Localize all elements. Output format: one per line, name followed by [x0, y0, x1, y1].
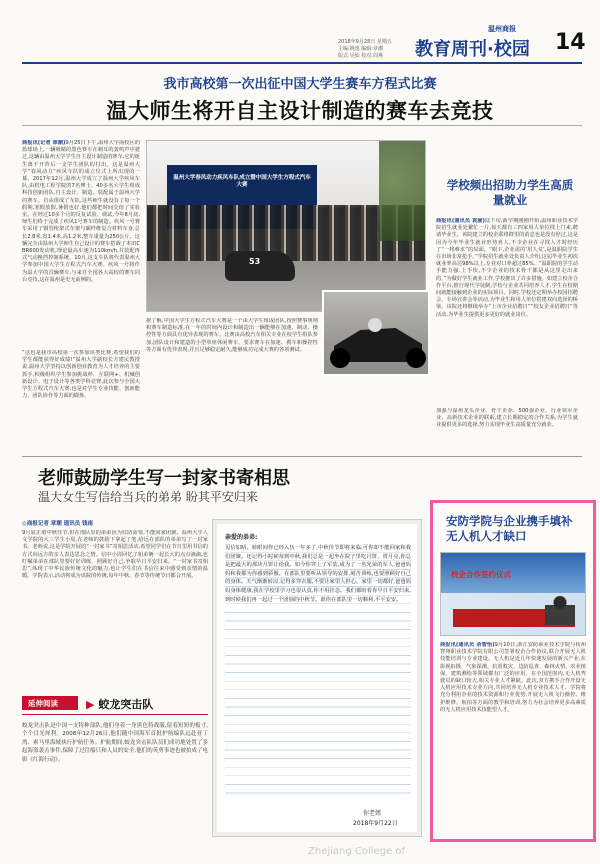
article1-headline: 温大师生将开自主设计制造的赛车去竞技	[106, 99, 494, 123]
article4-body: 蛟龙突击队是中国一支特种部队,他们身着一身黑色特战服,留着短短的板寸,个个目光犀利。2008年12月26日,他们随中国海军首批护航编队远赴亚丁湾、索马里海域执行护航任务。护航期间,蛟龙突击队队员们成功地处置了多起海盗袭击事件,保障了过往船只和人员的安全,他们的英勇事迹也被拍成了电影《红海行动》。	[22, 723, 208, 763]
article2-body	[436, 218, 578, 404]
page-number: 14	[555, 30, 586, 55]
photo-car-number: 53	[249, 257, 261, 266]
article2-body2: 加强与温州龙头企业、骨干企业、500强企业、行业领军企业、高新技术企业的联系,建立长期稳定的合作关系,为学生就业提供更多的选择,努力实现毕业生高质量充分就业。	[436, 408, 578, 429]
letter-sign: 你老姐	[363, 810, 382, 817]
article3-subhead: 温大女生写信给当兵的弟弟 盼其平安归来	[38, 490, 258, 504]
article4-headline-row	[86, 696, 153, 712]
car-wheel-left	[330, 348, 350, 368]
section-title: 教育周刊·校园	[415, 39, 530, 60]
article2-headline: 学校频出招助力学生高质量就业	[446, 178, 574, 207]
ceremony-people	[545, 595, 575, 625]
article1-kicker: 我市高校第一次出征中国大学生赛车方程式比赛	[163, 77, 437, 92]
family-letter	[212, 519, 422, 837]
masthead	[0, 0, 600, 62]
article1-col1-text: 9月25日下午,温州大学南校区的篮球场上,一辆吸睛的黑色赛车在刺耳的轰鸣声中驶过,这辆由温州大学学生自主设计制造的赛车,它的诞生离不开背后一支学生团队的付出。这是温州大学“春风动力”疾风车队的成立仪式上所出现的一幕。2017年12月,温州大学成立了温州大学疾风车队,由机电工程学院的7名博士、40多名大学生组成科技创新团队,自主设计、制造、装配属于温州大学的赛车。自从组成了车队,这些师生就没有了每一个假期,寒假放假,暑假也好,他们都把时间交给了实验室。在经过10多个月的反复试验、调试,今年8月底,师生们终于完成了疾风1号赛车的制造。疾风一号赛车采用了钢管桁架式车架与碳纤维复合材料车身,总长2.8米,宽1.4米,高1.2米,整车重量为250公斤。这辆完全由温州大学师生自己设计的赛车搭载了本田CBR600发动机,理论最高车速为110km/h,并装配再式气动换挡控制系统。10月,这支车队将代表温州大学参加中国大学生方程式汽车大赛。疾风一号将作为温大学的首辆赛车,与来自全国各大高校的赛车同台竞技,这在温州是史无前例的。	[22, 140, 140, 283]
article5-body	[440, 642, 586, 836]
byline-marker-icon: ◎	[22, 521, 27, 527]
car-wheel-right	[406, 348, 426, 368]
article1-byline: 商报讯(记者 章潮)	[22, 140, 66, 146]
article3-body: 9月底正值中秋佳节,但在部队里的弟弟因为驻防需要,不能回家团聚。温州大学人文学院的大三学生小周,在老师的鼓励下拿起了笔,给远在部队的弟弟写了一封家书。老师说,这是学院开展的“一封家书”寄相思活动,希望同学们在节日里用书信的方式向远方的亲人表达思念之情。信中小周回忆了姐弟俩一起长大的点点滴滴,也叮嘱弟弟在部队里要好好训练、照顾好自己,争取早日平安归来。“一封家书寄相思”,体现了中华民族传统文化的魅力,也让学生们在书信往来中感受到亲情的温暖。学院表示,活动将成为该院的传统,每年中秋、春节等传统节日都会开展。	[22, 530, 208, 580]
article4-headline: 蛟龙突击队	[98, 698, 154, 711]
photo-banner-text: 温州大学春风动力疾风车队成立暨中国大学生方程式汽车大赛	[173, 175, 311, 188]
article3-byline-row	[22, 519, 212, 527]
letter-date: 2018年9月22日	[353, 820, 398, 827]
race-team-photo	[146, 140, 426, 312]
article3-headline: 老师鼓励学生写一封家书寄相思	[38, 468, 290, 489]
masthead-rule	[22, 62, 582, 64]
photo-race-car	[225, 251, 295, 281]
divider	[22, 125, 582, 126]
driver-helmet	[368, 318, 382, 332]
triangle-icon: ▶	[86, 698, 95, 711]
article1-col1b: “这也是我市高校第一次参加该类比赛,希望我们的学生都能获得好成绩!”温州大学副校长方建民教授说,温州大学坚持以创新创业教育为人才培养的主要抓手,积极组织学生参加挑战杯、互联网+、机械创新设计、电子设计等各类学科竞赛,此次参与全国大学生方程式汽车大赛,也是对学生专业技能、创新能力、团队协作等方面的锻炼。	[22, 350, 140, 400]
article2-body-text: 陆下旬,新学期刚刚开始,温州职业技术学院招生就业处繁忙一片,每天都有三四家用人单位找上门来,聘请毕业生。该院建立的校企联络群里的消息也是没有停过,这是因为今年毕业生就业形势喜人,不少企业在寻找人才时经历了“一将难求”的局面。“眼下,企业需的‘用人荒’,是温职院学生在市场非常抢手。”学院招生就业处负责人介绍,这届毕业生初次就业率高达98%以上,专业对口率超过85%。“温职院的学生动手能力强,上手快,不少企业的技术骨干都是从这里走出来的。”为做好学生就业工作,学校推出了许多措施。如建立校企合作平台,推行现代学徒制,学校与企业共同培养人才,学生在校期间就能接触到企业的实际项目。同时,学校还定期举办校园招聘会、专场宣讲会等活动,为毕业生和用人单位搭建双向选择的桥梁。该院还将继续举办“上市企业招聘日”“校友企业招聘日”等活动,为毕业生提供更多更好的就业岗位。	[436, 218, 578, 318]
divider	[22, 456, 582, 457]
article3-byline: 商报记者 章潮 通讯员 钱南	[26, 521, 94, 527]
race-car-photo	[322, 290, 430, 376]
layout-line: 版式:吴仙 校对:周燕	[338, 53, 383, 59]
letter-salutation: 亲爱的弟弟:	[225, 534, 258, 541]
article5-headline: 安防学院与企业携手填补无人机人才缺口	[446, 514, 573, 543]
editor-line: 主编:姚逸 编辑:章潮	[338, 46, 383, 52]
article1-col1	[22, 140, 140, 346]
article5-byline: 商报讯(通讯员 余智怡)	[440, 642, 495, 648]
college-watermark: Zhejiang College of	[308, 846, 406, 857]
article2-byline: 商报讯(通讯员 袁渝)	[436, 218, 485, 224]
letter-body: 见信如晤。转眼间你已经入伍一年多了,中秋佳节即将来临,可你却不能回家和我们团聚。还记得小时候每到中秋,我们总是一起坐在院子里吃月饼、赏月亮,你总是把最大的那块月饼让给我。如今你穿上了军装,成为了一名光荣的军人,爸爸妈妈和我都为你感到骄傲。在部队里要听从领导的安排,刻苦训练,也要照顾好自己的身体。天气渐渐转凉,记得多穿衣服,不要让家里人担心。家里一切都好,爸爸妈妈身体健康,我在学校里学习也很认真,你不用挂念。我们都盼着你早日平安归来,到时候我们再一起过一个团圆的中秋节。愿你在部队里一切顺利,平平安安。	[225, 544, 411, 794]
extended-reading-label: 延伸阅读	[28, 699, 58, 708]
divider	[22, 714, 208, 715]
article1-col2b: 据了解,中国大学生方程式汽车大赛是一个由大学生组成团队,按照赛事规则和赛车制造标准,在一年的时间内设计和制造出一辆能够在加速、制动、操控性等方面具有优异表现的赛车。比赛由高校汽车相关专业在校学生组队参加,团队设计和建造的小型单座休闲赛车。要求赛车在加速、刹车和操控性等方面有优异表现,并且足够稳定耐久,能够成功完成大赛的各项测试。	[146, 318, 318, 353]
signing-ceremony-photo	[440, 552, 586, 636]
photo-tree	[379, 141, 426, 241]
extended-reading-tag	[22, 696, 78, 710]
article5-body-text: 9月10日,浙江安防职业技术学院与杭州智翔职业技术学院有限公司签署校企合作协议,联合开展无人机技能培训与专业建设。无人机是近几年快速发展的新兴产业,在影视拍摄、气象探测、抗震救灾、边防巡查、森林火情、农业植保、建筑测绘等领域都有广泛的应用。在全国范围内,无人机驾驶员的缺口较大,相关专业人才紧缺。此次,双方携手合作开设无人机应用技术专业方向,共同培养无人机专业技术人才。学院将充分利用企业的技术资源和行业优势,开展无人机飞行操控、维护维修、航拍等方面的教学和培训,努力为社会培养更多高素质的无人机应用技术技能型人才。	[440, 642, 586, 713]
brand-name: 温州商报	[488, 25, 516, 33]
date-line: 2018年9月28日 星期五	[338, 39, 392, 45]
ceremony-banner-text: 校企合作签约仪式	[451, 570, 511, 579]
